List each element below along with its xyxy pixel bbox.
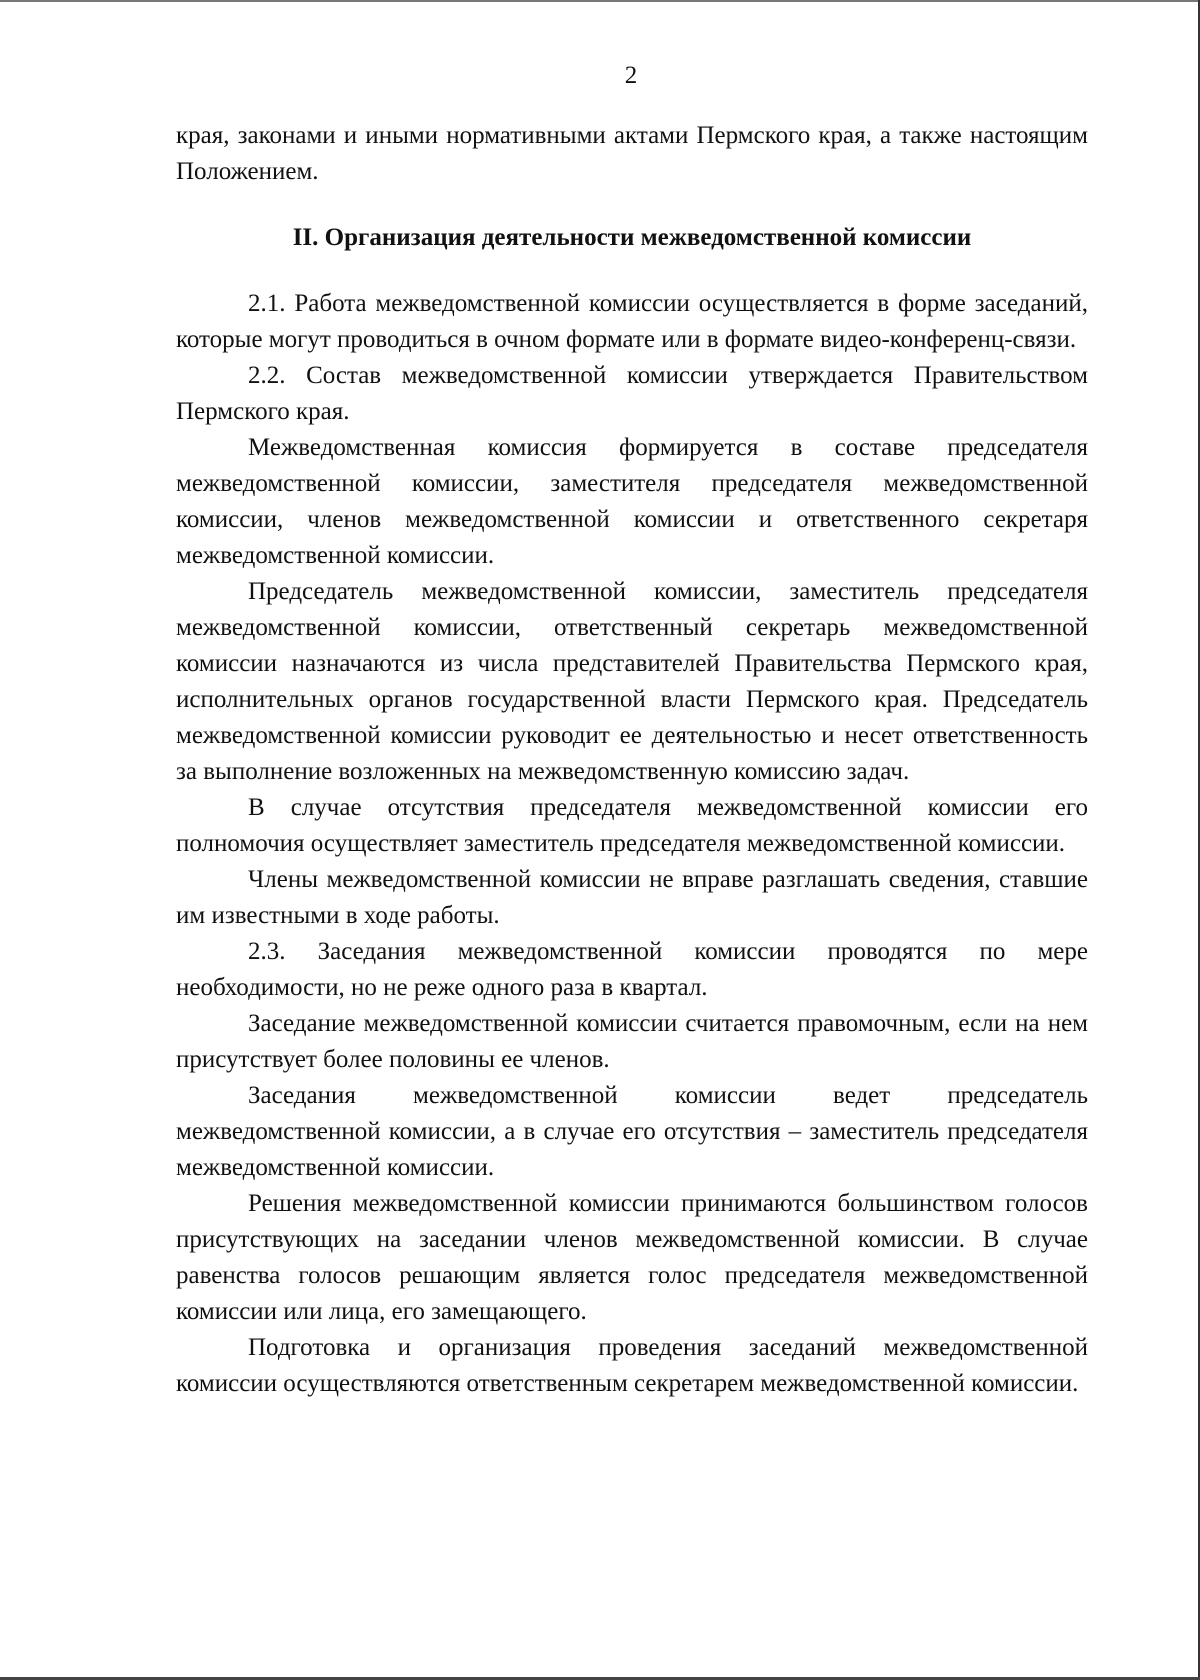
page-number: 2 [624, 62, 638, 89]
paragraph-meeting-lead: Заседания межведомственной комиссии ведет председатель межведомственной комиссии, а в случае его отсутствия – заместитель председателя межведомственной комиссии. [176, 1082, 1088, 1181]
paragraph-decisions: Решения межведомственной комиссии принимаются большинством голосов присутствующих на заседании членов межведомственной комиссии. В случае равенства голосов решающим является голос председателя межведомственной комиссии или лица, его замещающего. [176, 1190, 1088, 1325]
paragraph-confidentiality: Члены межведомственной комиссии не вправе разглашать сведения, ставшие им известными в ходе работы. [176, 866, 1088, 929]
paragraph-composition: Межведомственная комиссия формируется в составе председателя межведомственной комиссии, заместителя председателя межведомственной комиссии, членов межведомственной комиссии и ответственного секретаря межведомственной комиссии. [176, 434, 1088, 569]
paragraph-quorum: Заседание межведомственной комиссии считается правомочным, если на нем присутствует более половины ее членов. [176, 1010, 1088, 1073]
paragraph-absence: В случае отсутствия председателя межведомственной комиссии его полномочия осуществляет заместитель председателя межведомственной комиссии. [176, 794, 1088, 857]
paragraph-2-3: 2.3. Заседания межведомственной комиссии проводятся по мере необходимости, но не реже одного раза в квартал. [176, 938, 1088, 1001]
paragraph-preparation: Подготовка и организация проведения заседаний межведомственной комиссии осуществляются ответственным секретарем межведомственной комиссии. [176, 1334, 1088, 1397]
paragraph-2-1: 2.1. Работа межведомственной комиссии осуществляется в форме заседаний, которые могут проводиться в очном формате или в формате видео-конференц-связи. [176, 290, 1088, 353]
continuation-paragraph: края, законами и иными нормативными актами Пермского края, а также настоящим Положением. [176, 122, 1088, 185]
document-body [176, 118, 1088, 1402]
paragraph-chairman: Председатель межведомственной комиссии, заместитель председателя межведомственной комиссии, ответственный секретарь межведомственной комиссии назначаются из числа представителей Правительства Пермского края, исполнительных органов государственной власти Пермского края. Председатель межведомственной комиссии руководит ее деятельностью и несет ответственность за выполнение возложенных на межведомственную комиссию задач. [176, 578, 1088, 785]
scan-edge-top [0, 0, 1200, 2]
section-heading: II. Организация деятельности межведомственной комиссии [292, 224, 972, 251]
paragraph-2-2: 2.2. Состав межведомственной комиссии утверждается Правительством Пермского края. [176, 362, 1088, 425]
